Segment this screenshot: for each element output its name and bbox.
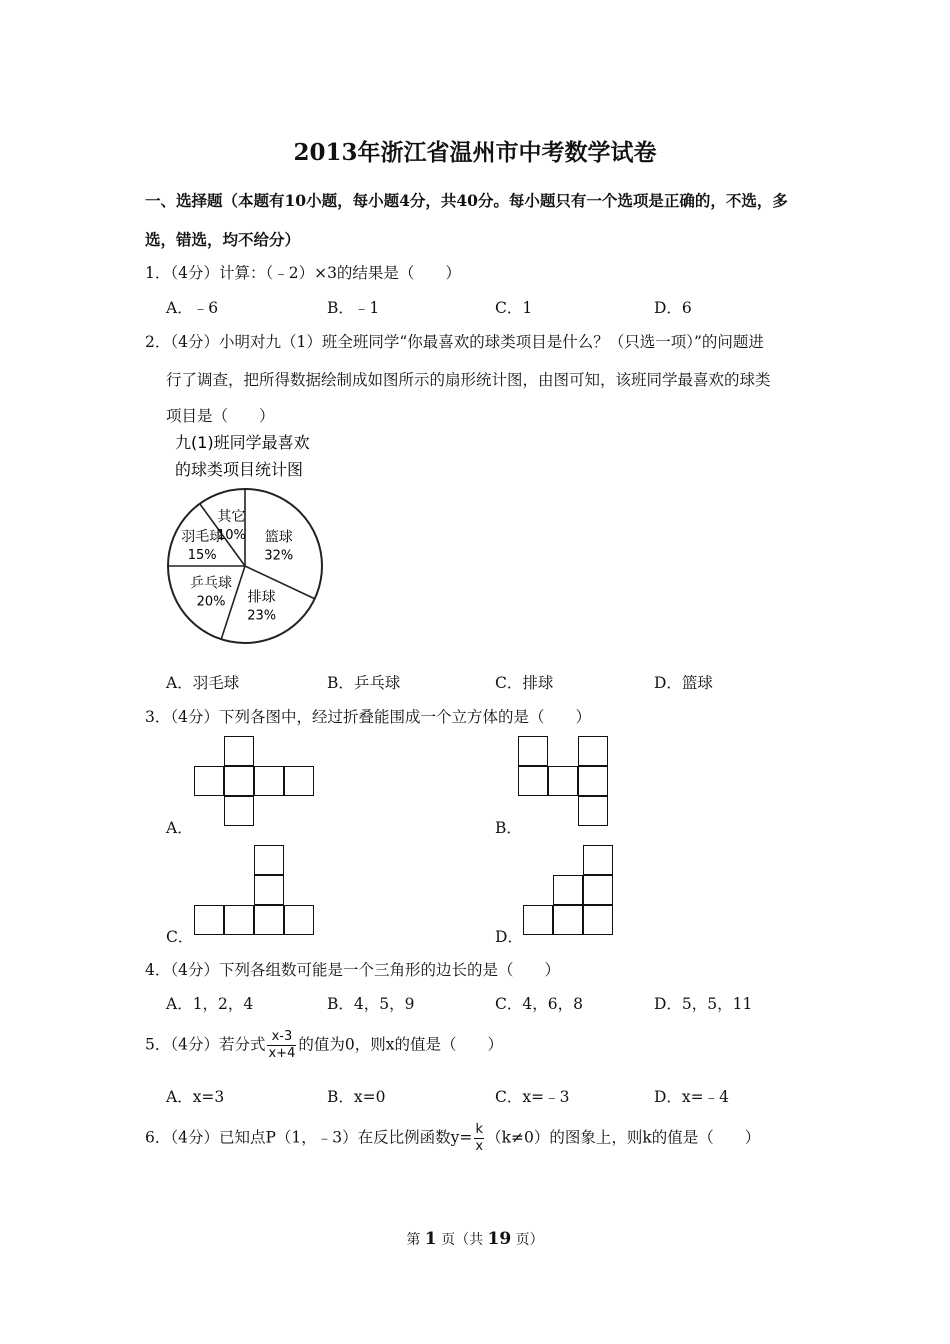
cube-net-b <box>518 736 610 827</box>
section-heading-line1: 一、选择题（本题有10小题，每小题4分，共40分。每小题只有一个选项是正确的，不选，多 <box>145 191 788 210</box>
pie-slice-label: 羽毛球 <box>181 529 224 546</box>
pie-chart <box>155 428 330 650</box>
q5-option-b: B．x=0 <box>327 1088 386 1106</box>
pie-chart-title-line1: 九(1)班同学最喜欢 <box>175 433 310 452</box>
q6-fraction: $\frac{k}{x}$ <box>475 1122 484 1154</box>
cube-net-d <box>523 845 615 936</box>
q2-stem-line2: 行了调查，把所得数据绘制成如图所示的扇形统计图，由图可知，该班同学最喜欢的球类 <box>166 371 771 389</box>
q5-option-c: C．x=﹣3 <box>495 1088 570 1106</box>
q4-stem: 4．（4分）下列各组数可能是一个三角形的边长的是（ ） <box>145 961 560 979</box>
q4-option-a: A．1，2，4 <box>166 995 254 1013</box>
pie-slice-percent: 32% <box>264 548 294 564</box>
q4-option-d: D．5，5，11 <box>654 995 753 1013</box>
q5-option-d: D．x=﹣4 <box>654 1088 730 1106</box>
q3-option-b: B． <box>495 819 522 837</box>
q3-option-d: D． <box>495 928 523 946</box>
section-heading-line2: 选，错选，均不给分） <box>145 230 301 249</box>
q1-option-b: B．﹣1 <box>327 299 380 317</box>
q1-option-c: C．1 <box>495 299 533 317</box>
q5-fraction: $\frac{x-3}{x+4}$ <box>268 1029 296 1061</box>
q2-option-a: A．羽毛球 <box>166 674 240 692</box>
pie-slice-label: 排球 <box>247 589 276 606</box>
q3-stem: 3．（4分）下列各图中，经过折叠能围成一个立方体的是（ ） <box>145 708 591 726</box>
q2-option-c: C．排球 <box>495 674 554 692</box>
q1-stem: 1．（4分）计算：（﹣2）×3的结果是（ ） <box>145 264 461 282</box>
q2-option-b: B．乒乓球 <box>327 674 401 692</box>
q5-stem: 5．（4分）若分式 $\frac{x-3}{x+4}$ 的值为0，则x的值是（ ） <box>145 1029 503 1061</box>
pie-chart-title-line2: 的球类项目统计图 <box>175 460 304 479</box>
q3-option-a: A． <box>166 819 193 837</box>
q1-option-a: A．﹣6 <box>166 299 219 317</box>
q2-option-d: D．篮球 <box>654 674 713 692</box>
q6-stem: 6．（4分）已知点P（1，﹣3）在反比例函数y= $\frac{k}{x}$ （k≠0）的图象上，则k的值是（ ） <box>145 1122 761 1154</box>
q4-option-c: C．4，6，8 <box>495 995 583 1013</box>
page-number: 1 <box>424 1229 437 1249</box>
cube-net-c <box>194 845 316 936</box>
cube-net-a <box>194 736 316 827</box>
pie-slice-label: 篮球 <box>264 529 293 546</box>
page-total: 19 <box>487 1229 512 1249</box>
pie-slice-percent: 15% <box>187 548 217 564</box>
q1-option-d: D．6 <box>654 299 692 317</box>
pie-slice-percent: 23% <box>247 608 277 624</box>
q4-option-b: B．4，5，9 <box>327 995 415 1013</box>
pie-slice-percent: 10% <box>216 528 246 544</box>
pie-slice-label: 其它 <box>217 509 246 526</box>
page-footer: 第 1 页（共 19 页） <box>406 1229 544 1249</box>
exam-title: 2013年浙江省温州市中考数学试卷 <box>293 139 657 166</box>
q3-option-c: C． <box>166 928 194 946</box>
q2-stem-line1: 2．（4分）小明对九（1）班全班同学“你最喜欢的球类项目是什么？（只选一项）”的问题进 <box>145 333 764 351</box>
q5-option-a: A．x=3 <box>166 1088 225 1106</box>
q2-stem-line3: 项目是（ ） <box>166 407 275 425</box>
pie-slice-label: 乒乓球 <box>190 575 233 592</box>
pie-slice-percent: 20% <box>196 594 226 610</box>
